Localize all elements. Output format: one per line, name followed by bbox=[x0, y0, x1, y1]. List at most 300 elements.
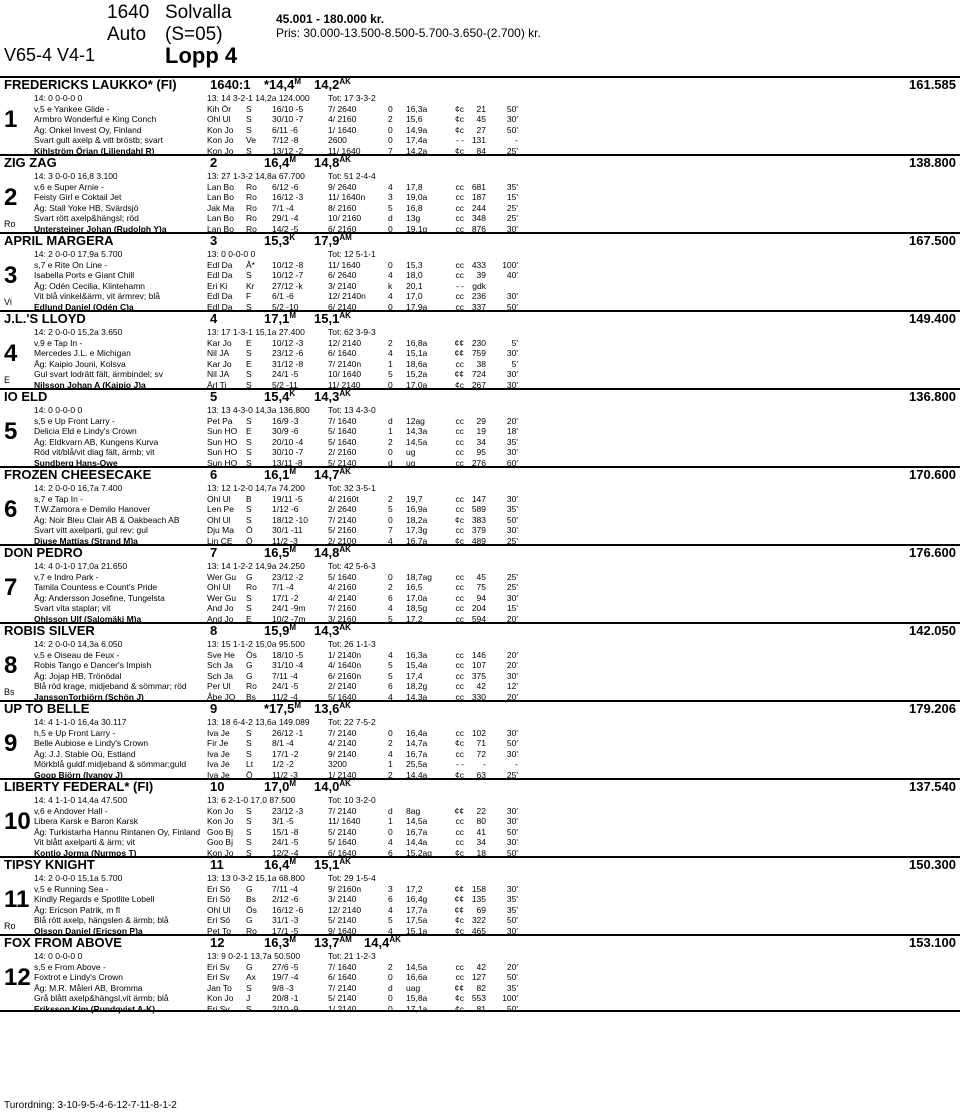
race-field: 7/ 1640 bbox=[328, 416, 357, 426]
race-field: cc bbox=[455, 592, 464, 603]
prize-range: 45.001 - 180.000 kr. bbox=[276, 12, 385, 26]
race-field: 17,1a bbox=[406, 1003, 428, 1014]
race-field: - bbox=[483, 759, 486, 770]
stats-this-year: 14: 4 0-1-0 17,0a 21.650 bbox=[34, 561, 128, 571]
race-field: Lt bbox=[246, 759, 254, 770]
horse-header-row bbox=[0, 702, 960, 716]
race-field: 6 bbox=[388, 847, 393, 858]
stats-total: Tot: 17 3-3-2 bbox=[328, 93, 376, 103]
race-field: 0 bbox=[388, 104, 393, 114]
race-field: 3200 bbox=[328, 759, 347, 770]
race-field: 375 bbox=[471, 670, 486, 681]
race-field: Ax bbox=[246, 972, 256, 983]
race-field: 15,1a bbox=[406, 925, 428, 936]
race-field: 21 bbox=[476, 104, 486, 114]
race-field: 5 bbox=[388, 613, 393, 624]
race-field: S bbox=[246, 447, 252, 458]
race-field: gdk bbox=[472, 280, 486, 291]
past-race-row bbox=[34, 369, 960, 380]
horse-info-line: s,7 e Rite On Line - bbox=[34, 260, 108, 270]
horse-best-time-1 bbox=[264, 78, 301, 92]
race-field: 0 bbox=[388, 379, 393, 390]
time-value: 15,4 bbox=[264, 389, 290, 404]
race-field: 433 bbox=[471, 260, 486, 270]
race-field: d bbox=[388, 982, 393, 993]
horse-stats-row bbox=[0, 873, 960, 883]
race-field: 9/ 2140 bbox=[328, 748, 357, 759]
race-field: 4 bbox=[388, 291, 393, 302]
race-field: Ro bbox=[246, 202, 257, 213]
race-field: 5/ 2160 bbox=[328, 525, 357, 536]
race-field: S bbox=[246, 816, 252, 827]
race-field: S bbox=[246, 826, 252, 837]
race-field: Kon Jo bbox=[207, 145, 234, 156]
past-race-row bbox=[34, 494, 960, 505]
race-field: 75 bbox=[476, 582, 486, 593]
time-value: 13,7 bbox=[314, 935, 340, 950]
race-field: 6/12 -6 bbox=[272, 182, 299, 192]
race-field: Eri Sö bbox=[207, 884, 231, 894]
race-field: 465 bbox=[471, 925, 486, 936]
race-field: 0 bbox=[388, 135, 393, 146]
race-field: 322 bbox=[471, 915, 486, 926]
time-class: K bbox=[289, 233, 296, 242]
time-class: K bbox=[289, 389, 296, 398]
horse-record-label: 12 bbox=[210, 935, 225, 950]
race-field: 1/ 1640 bbox=[328, 124, 357, 135]
race-field: Goo Bj bbox=[207, 826, 233, 837]
race-field: S bbox=[246, 436, 252, 447]
shoe-code: Bs bbox=[4, 687, 15, 697]
race-field: 14,5a bbox=[406, 816, 428, 827]
race-field: cc bbox=[455, 301, 464, 312]
time-class: M bbox=[294, 77, 302, 86]
race-field: Ohl Ul bbox=[207, 514, 231, 525]
horse-best-time-2 bbox=[314, 546, 351, 560]
race-field: 0 bbox=[388, 124, 393, 135]
race-field: 4 bbox=[388, 603, 393, 614]
past-race-row bbox=[34, 515, 960, 526]
time-class: AK bbox=[339, 77, 351, 86]
race-field: 23/12 -2 bbox=[272, 572, 304, 582]
horse-info-line: Edlund Daniel (Odén C)a bbox=[34, 301, 134, 312]
race-field: 1 bbox=[388, 358, 393, 369]
race-field: 30' bbox=[506, 525, 518, 536]
race-field: 236 bbox=[471, 291, 486, 302]
race-field: 24/1 -5 bbox=[272, 681, 299, 692]
race-field: 31/12 -8 bbox=[272, 358, 304, 369]
horse-info-line: s,7 e Tap In - bbox=[34, 494, 83, 504]
race-field: 2 bbox=[388, 738, 393, 749]
race-field: 35' bbox=[506, 504, 518, 515]
race-field: ¢¢ bbox=[454, 884, 464, 894]
race-field: Ro bbox=[246, 582, 257, 593]
race-field: cc bbox=[455, 223, 464, 234]
race-field: 10/12 -7 bbox=[272, 270, 304, 281]
race-field: 3/1 -5 bbox=[272, 816, 294, 827]
race-field: 11/ 1640 bbox=[328, 260, 361, 270]
horse-entry bbox=[0, 700, 960, 778]
race-field: 30/9 -6 bbox=[272, 426, 299, 437]
race-field: E bbox=[246, 338, 252, 348]
past-race-row bbox=[34, 104, 960, 115]
race-field: 5/ 1640 bbox=[328, 436, 357, 447]
race-field: ¢c bbox=[455, 104, 464, 114]
horse-info-line: Svart gult axelp & vitt bröstb; svart bbox=[34, 135, 163, 146]
race-field: S bbox=[246, 457, 252, 468]
race-field: 12ag bbox=[406, 416, 425, 426]
past-race-row bbox=[34, 114, 960, 125]
program-version: 1640 bbox=[107, 2, 150, 23]
horse-info-line: Svart vita staplar; vit bbox=[34, 603, 111, 614]
race-field: 4/ 2160 bbox=[328, 582, 357, 593]
race-field: 2/ 2140 bbox=[328, 681, 357, 692]
race-field: 6/ 2160n bbox=[328, 670, 362, 681]
race-field: 18,5g bbox=[406, 603, 428, 614]
race-field: 4 bbox=[388, 182, 393, 192]
race-field: 18' bbox=[506, 426, 518, 437]
race-field: 3 bbox=[388, 192, 393, 203]
race-field: 348 bbox=[471, 213, 486, 224]
race-field: 100' bbox=[502, 260, 518, 270]
race-field: 23/12 -6 bbox=[272, 348, 304, 359]
stats-this-year: 14: 4 1-1-0 16,4a 30.117 bbox=[34, 717, 127, 727]
start-number: 11 bbox=[4, 886, 30, 913]
race-field: 1/ 2140 bbox=[328, 769, 357, 780]
time-value: 17,1 bbox=[264, 311, 290, 326]
race-field: 50' bbox=[506, 915, 518, 926]
race-field: 5/ 2140 bbox=[328, 457, 357, 468]
race-field: ¢c bbox=[455, 535, 464, 546]
race-field: 594 bbox=[471, 613, 486, 624]
race-field: Kon Jo bbox=[207, 124, 234, 135]
race-field: 14,3a bbox=[406, 426, 428, 437]
race-field: 18,2g bbox=[406, 681, 428, 692]
race-field: 11/2 -4 bbox=[272, 691, 298, 702]
race-field: 11/ 1640n bbox=[328, 192, 366, 203]
race-field: Sun HO bbox=[207, 426, 238, 437]
race-field: 22 bbox=[476, 806, 486, 816]
past-race-row bbox=[34, 182, 960, 193]
horse-best-time-1 bbox=[264, 156, 296, 170]
horse-info-line: Äg: Stall Yoke HB, Svärdsjö bbox=[34, 202, 139, 213]
race-field: ¢c bbox=[455, 124, 464, 135]
past-race-row bbox=[34, 291, 960, 302]
race-field: Dju Ma bbox=[207, 525, 234, 536]
race-field: Pet Pa bbox=[207, 416, 233, 426]
race-field: 12/ 2140n bbox=[328, 291, 366, 302]
race-field: 50' bbox=[506, 514, 518, 525]
past-race-row bbox=[34, 125, 960, 136]
race-field: S bbox=[246, 104, 252, 114]
past-race-row bbox=[34, 437, 960, 448]
race-field: 30' bbox=[506, 806, 518, 816]
race-field: 4 bbox=[388, 904, 393, 915]
race-field: 14,3a bbox=[406, 691, 428, 702]
race-field: 17,2 bbox=[406, 884, 423, 894]
horse-record-label: 2 bbox=[210, 155, 218, 170]
stats-this-year: 14: 4 1-1-0 14,4a 47.500 bbox=[34, 795, 128, 805]
race-field: ¢c bbox=[455, 738, 464, 749]
prize-list: Pris: 30.000-13.500-8.500-5.700-3.650-(2.700) kr. bbox=[276, 26, 541, 40]
race-field: 29 bbox=[476, 416, 486, 426]
time-value: 15,1 bbox=[314, 311, 340, 326]
horse-info-line: v,6 e Super Arnie - bbox=[34, 182, 104, 192]
race-field: Jan To bbox=[207, 982, 232, 993]
race-field: cc bbox=[455, 202, 464, 213]
past-race-row bbox=[34, 728, 960, 739]
race-field: Lin CE bbox=[207, 535, 233, 546]
race-field: 5 bbox=[388, 915, 393, 926]
stats-last-year: 13: 27 1-3-2 14,8a 67.700 bbox=[207, 171, 305, 181]
race-field: 5 bbox=[388, 660, 393, 671]
horse-info-line: v,5 e Oiseau de Feux - bbox=[34, 650, 120, 660]
race-field: cc bbox=[455, 260, 464, 270]
race-field: 50' bbox=[506, 826, 518, 837]
race-field: 60' bbox=[506, 457, 518, 468]
race-field: 25' bbox=[506, 145, 518, 156]
race-field: G bbox=[246, 884, 253, 894]
race-field: S bbox=[246, 369, 252, 380]
race-field: 5/ 2140 bbox=[328, 826, 357, 837]
horse-info-line: s,5 e Up Front Larry - bbox=[34, 416, 115, 426]
race-field: Iva Je bbox=[207, 759, 230, 770]
race-field: 204 bbox=[471, 603, 486, 614]
race-field: 276 bbox=[471, 457, 486, 468]
horse-header-row bbox=[0, 234, 960, 248]
horse-header-row bbox=[0, 624, 960, 638]
race-field: 5/ 1640 bbox=[328, 572, 357, 582]
race-field: 30' bbox=[506, 223, 518, 234]
horse-info-line: Äg: Ericson Patrik, m fl bbox=[34, 904, 120, 915]
race-field: cc bbox=[455, 291, 464, 302]
race-field: 30' bbox=[506, 494, 518, 504]
race-field: 11/2 -3 bbox=[272, 535, 298, 546]
stats-last-year: 13: 0 0-0-0 0 bbox=[207, 249, 256, 259]
race-field: 19/7 -4 bbox=[272, 972, 299, 983]
race-field: S bbox=[246, 124, 252, 135]
race-field: 31/10 -4 bbox=[272, 660, 304, 671]
past-race-row bbox=[34, 749, 960, 760]
horse-info-line: Armbro Wonderful e King Conch bbox=[34, 114, 157, 125]
stats-last-year: 13: 14 1-2-2 14,9a 24.250 bbox=[207, 561, 305, 571]
race-field: Iva Je bbox=[207, 728, 230, 738]
race-field: Eri Sö bbox=[207, 894, 231, 905]
race-field: 4 bbox=[388, 691, 393, 702]
race-field: 2 bbox=[388, 114, 393, 125]
time-value: 15,9 bbox=[264, 623, 290, 638]
horse-best-time-2 bbox=[314, 702, 351, 716]
race-field: 2/12 -6 bbox=[272, 894, 299, 905]
race-field: 35' bbox=[506, 894, 518, 905]
horse-info-line: Ohlsson Ulf (Salomäki M)a bbox=[34, 613, 142, 624]
time-value: 13,6 bbox=[314, 701, 340, 716]
race-field: Wer Gu bbox=[207, 592, 237, 603]
race-field: S bbox=[246, 837, 252, 848]
race-field: 18/10 -5 bbox=[272, 650, 304, 660]
horse-entry bbox=[0, 310, 960, 388]
race-field: 26/12 -1 bbox=[272, 728, 304, 738]
horse-info-line: Nilsson Johan A (Kaipio J)a bbox=[34, 379, 146, 390]
horse-stats-row bbox=[0, 639, 960, 649]
race-field: G bbox=[246, 660, 253, 671]
race-field: S bbox=[246, 416, 252, 426]
race-field: S bbox=[246, 847, 252, 858]
race-field: 30/10 -7 bbox=[272, 447, 304, 458]
race-field: cc bbox=[455, 182, 464, 192]
race-field: ¢¢ bbox=[454, 982, 464, 993]
race-field: 3/ 2140 bbox=[328, 280, 357, 291]
time-value: 14,0 bbox=[314, 779, 340, 794]
time-value: 16,4 bbox=[264, 155, 290, 170]
horse-entry bbox=[0, 466, 960, 544]
race-field: 20' bbox=[506, 613, 518, 624]
race-field: 17,0a bbox=[406, 592, 428, 603]
race-field: Kr bbox=[246, 280, 255, 291]
horse-record-label: 4 bbox=[210, 311, 218, 326]
race-field: 15,4a bbox=[406, 660, 428, 671]
horse-header-row bbox=[0, 156, 960, 170]
past-race-row bbox=[34, 260, 960, 271]
past-race-row bbox=[34, 894, 960, 905]
race-field: 16,6a bbox=[406, 972, 428, 983]
race-field: Ro bbox=[246, 681, 257, 692]
past-race-row bbox=[34, 915, 960, 926]
race-field: cc bbox=[455, 426, 464, 437]
horse-entry bbox=[0, 388, 960, 466]
race-field: d bbox=[388, 416, 393, 426]
race-field: 17,0 bbox=[406, 291, 423, 302]
horse-info-line: s,5 e From Above - bbox=[34, 962, 106, 972]
stats-this-year: 14: 0 0-0-0 0 bbox=[34, 951, 83, 961]
past-race-row bbox=[34, 203, 960, 214]
horse-name: FOX FROM ABOVE bbox=[4, 935, 122, 950]
horse-stats-row bbox=[0, 249, 960, 259]
horse-entry bbox=[0, 622, 960, 700]
track-code: (S=05) bbox=[165, 24, 223, 45]
race-field: 19,1g bbox=[406, 223, 428, 234]
race-field: Fir Je bbox=[207, 738, 229, 749]
race-field: 30/1 -11 bbox=[272, 525, 303, 536]
time-class: AK bbox=[339, 857, 351, 866]
race-field: 38 bbox=[476, 358, 486, 369]
stats-total: Tot: 10 3-2-0 bbox=[328, 795, 376, 805]
horse-record-label: 3 bbox=[210, 233, 218, 248]
past-race-row bbox=[34, 681, 960, 692]
race-field: 0 bbox=[388, 572, 393, 582]
race-field: S bbox=[246, 728, 252, 738]
race-field: Eri Sv bbox=[207, 972, 230, 983]
race-field: Ro bbox=[246, 192, 257, 203]
race-field: 6/ 1640 bbox=[328, 847, 357, 858]
horse-info-line: Grå blått axelp&hängsl,vit ärmb; blå bbox=[34, 993, 169, 1004]
horse-info-line: Äg: Noir Bleu Clair AB & Oakbeach AB bbox=[34, 514, 180, 525]
race-field: k bbox=[388, 280, 393, 291]
race-field: 18 bbox=[476, 847, 486, 858]
race-field: 17,9a bbox=[406, 301, 428, 312]
horse-best-time-1 bbox=[264, 546, 296, 560]
horse-header-row bbox=[0, 780, 960, 794]
race-field: 16,8 bbox=[406, 202, 423, 213]
race-field: cc bbox=[455, 436, 464, 447]
race-field: 146 bbox=[471, 650, 486, 660]
shoe-code: Vi bbox=[4, 297, 12, 307]
time-class: AK bbox=[339, 623, 351, 632]
race-field: G bbox=[246, 962, 253, 972]
time-value: 14,8 bbox=[314, 545, 340, 560]
horse-header-row bbox=[0, 468, 960, 482]
race-field: 5/ 2140 bbox=[328, 993, 357, 1004]
race-field: 4 bbox=[388, 270, 393, 281]
past-race-row bbox=[34, 759, 960, 770]
past-race-row bbox=[34, 359, 960, 370]
race-field: cc bbox=[455, 748, 464, 759]
horse-best-time-1 bbox=[264, 780, 296, 794]
race-field: 10/12 -3 bbox=[272, 338, 304, 348]
race-field: ¢¢ bbox=[454, 338, 464, 348]
race-field: cc bbox=[455, 270, 464, 281]
race-field: G bbox=[246, 915, 253, 926]
race-field: 16/12 -6 bbox=[272, 904, 304, 915]
stats-this-year: 14: 2 0-0-0 15,1a 5.700 bbox=[34, 873, 123, 883]
horse-info-line: Äg: Eldkvarn AB, Kungens Kurva bbox=[34, 436, 159, 447]
race-field: 17,3g bbox=[406, 525, 428, 536]
race-field: Lan Bo bbox=[207, 182, 234, 192]
race-field: 29/1 -4 bbox=[272, 213, 299, 224]
horse-entry bbox=[0, 934, 960, 1012]
race-field: 2/ 2100 bbox=[328, 535, 357, 546]
race-field: S bbox=[246, 301, 252, 312]
race-field: Per Ul bbox=[207, 681, 231, 692]
horse-best-time-1 bbox=[264, 468, 296, 482]
horse-header-row bbox=[0, 390, 960, 404]
race-field: 50' bbox=[506, 301, 518, 312]
race-field: 94 bbox=[476, 592, 486, 603]
race-field: 2 bbox=[388, 338, 393, 348]
past-race-row bbox=[34, 603, 960, 614]
horse-stats-row bbox=[0, 951, 960, 961]
stats-total: Tot: 26 1-1-3 bbox=[328, 639, 376, 649]
horse-info-line: Sundberg Hans-Owe bbox=[34, 457, 118, 468]
race-field: 30' bbox=[506, 728, 518, 738]
horse-info-line: Vit blått axelparti & ärm; vit bbox=[34, 837, 135, 848]
race-field: 95 bbox=[476, 447, 486, 458]
past-race-row bbox=[34, 416, 960, 427]
race-field: 379 bbox=[471, 525, 486, 536]
horse-info-line: Olsson Daniel (Ericson P)a bbox=[34, 925, 143, 936]
race-field: Kon Jo bbox=[207, 993, 234, 1004]
horse-earnings: 176.600 bbox=[909, 545, 956, 560]
race-field: - bbox=[515, 759, 518, 770]
race-field: 50' bbox=[506, 847, 518, 858]
time-class: M bbox=[289, 623, 296, 632]
horse-info-line: Äg: Jojap HB, Trönödal bbox=[34, 670, 122, 681]
race-field: 6 bbox=[388, 894, 393, 905]
horse-info-line: Svart rött axelp&hängsl; röd bbox=[34, 213, 139, 224]
race-field: 4 bbox=[388, 650, 393, 660]
race-field: cc bbox=[455, 572, 464, 582]
start-number: 10 bbox=[4, 808, 31, 835]
time-value: *14,4 bbox=[264, 77, 295, 92]
time-class: M bbox=[289, 155, 296, 164]
race-field: 6/ 1640 bbox=[328, 348, 357, 359]
race-field: 6 bbox=[388, 592, 393, 603]
race-field: 6/ 2140 bbox=[328, 301, 357, 312]
race-field: d bbox=[388, 213, 393, 224]
race-field: ¢¢ bbox=[454, 806, 464, 816]
race-field: 17/1 -2 bbox=[272, 748, 299, 759]
race-number: Lopp 4 bbox=[165, 43, 238, 68]
